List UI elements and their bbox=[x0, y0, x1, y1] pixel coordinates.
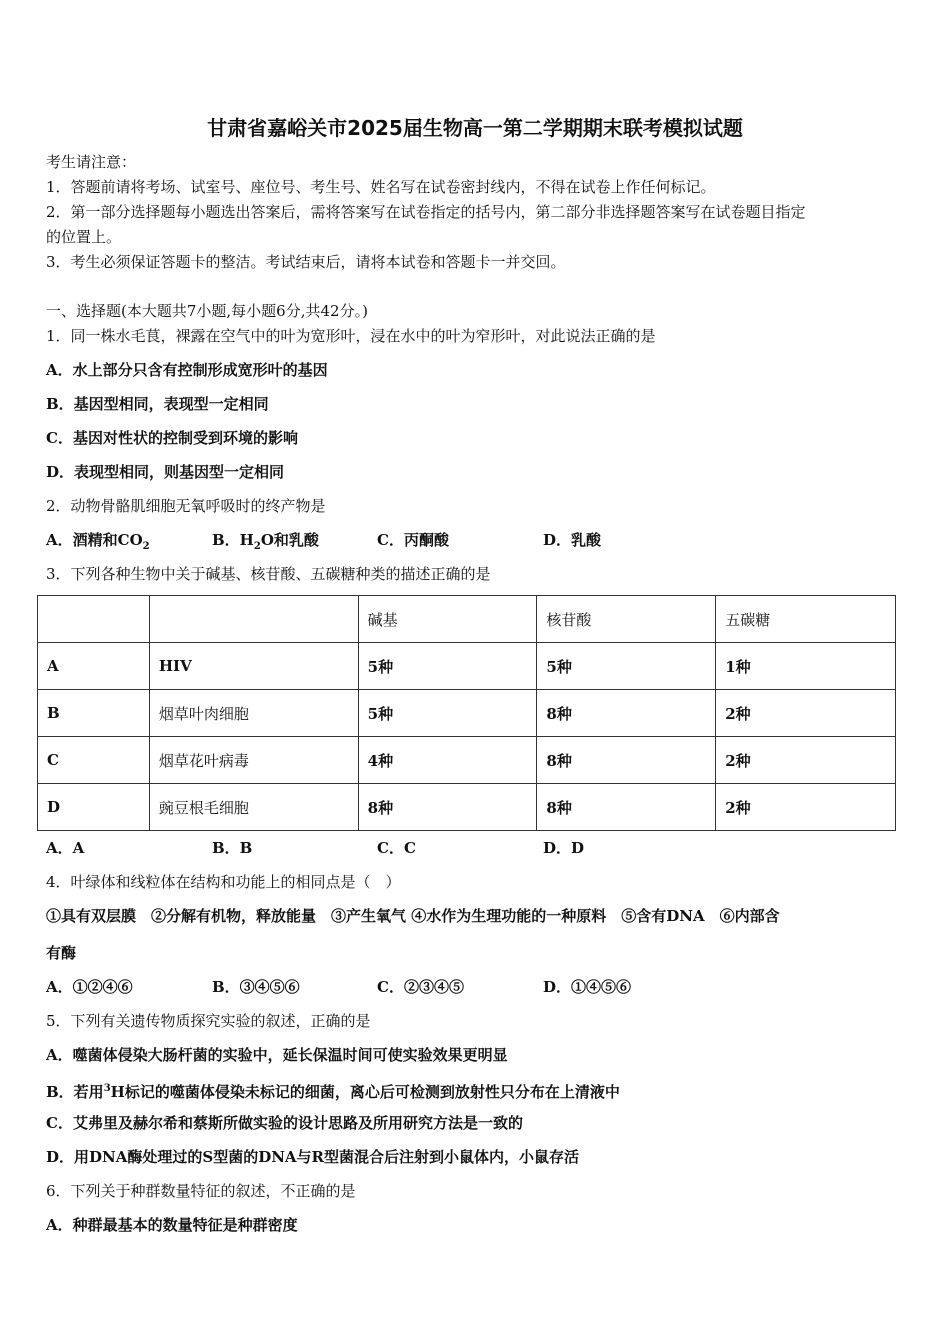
table-cell: 2种 bbox=[716, 784, 896, 831]
q3-option-a: A．A bbox=[46, 839, 85, 857]
q1-option-b: B．基因型相同，表现型一定相同 bbox=[46, 395, 269, 413]
table-cell: D bbox=[38, 784, 150, 831]
table-cell: 2种 bbox=[716, 690, 896, 737]
table-header-cell bbox=[149, 596, 358, 643]
q4-option-a: A．①②④⑥ bbox=[46, 978, 133, 996]
q3-stem: 3．下列各种生物中关于碱基、核苷酸、五碳糖种类的描述正确的是 bbox=[46, 565, 491, 583]
q2-stem: 2．动物骨骼肌细胞无氧呼吸时的终产物是 bbox=[46, 497, 326, 515]
q6-stem: 6．下列关于种群数量特征的叙述，不正确的是 bbox=[46, 1182, 356, 1200]
table-cell: A bbox=[38, 643, 150, 690]
table-header-row bbox=[38, 596, 896, 643]
notice-item-2: 2．第一部分选择题每小题选出答案后，需将答案写在试卷指定的括号内，第二部分非选择题答案写在试卷题目指定 bbox=[46, 203, 806, 221]
table-header-cell: 五碳糖 bbox=[716, 596, 896, 643]
table-cell: 豌豆根毛细胞 bbox=[149, 784, 358, 831]
table-cell: HIV bbox=[149, 643, 358, 690]
q2-option-a: A．酒精和$CO_2$ bbox=[46, 531, 150, 552]
table-header-cell: 碱基 bbox=[358, 596, 537, 643]
table-header-cell: 核苷酸 bbox=[537, 596, 716, 643]
q2-option-d: D．乳酸 bbox=[543, 531, 602, 549]
q5-option-c: C．艾弗里及赫尔希和蔡斯所做实验的设计思路及所用研究方法是一致的 bbox=[46, 1114, 523, 1132]
table-row bbox=[38, 784, 896, 831]
page-title: 甘肃省嘉峪关市2025届生物高一第二学期期末联考模拟试题 bbox=[207, 116, 743, 140]
q2-option-c: C．丙酮酸 bbox=[377, 531, 449, 549]
table-header-cell bbox=[38, 596, 150, 643]
q3-option-c: C．C bbox=[377, 839, 416, 857]
table-cell: 2种 bbox=[716, 737, 896, 784]
q1-stem: 1．同一株水毛茛，裸露在空气中的叶为宽形叶，浸在水中的叶为窄形叶，对此说法正确的是 bbox=[46, 327, 656, 345]
q4-stem: 4．叶绿体和线粒体在结构和功能上的相同点是（ ） bbox=[46, 873, 401, 891]
q2-option-b: B．$H_2O$和乳酸 bbox=[212, 531, 319, 552]
table-cell: 5种 bbox=[537, 643, 716, 690]
table-cell: 烟草叶肉细胞 bbox=[149, 690, 358, 737]
table-cell: 8种 bbox=[537, 784, 716, 831]
table-cell: 5种 bbox=[358, 690, 537, 737]
table-cell: 4种 bbox=[358, 737, 537, 784]
q1-option-d: D．表现型相同，则基因型一定相同 bbox=[46, 463, 285, 481]
q6-option-a: A．种群最基本的数量特征是种群密度 bbox=[46, 1216, 298, 1234]
table-cell: 8种 bbox=[537, 690, 716, 737]
q5-option-d: D．用DNA酶处理过的S型菌的DNA与R型菌混合后注射到小鼠体内，小鼠存活 bbox=[46, 1148, 580, 1166]
table-row bbox=[38, 737, 896, 784]
table-cell: B bbox=[38, 690, 150, 737]
table-cell: 烟草花叶病毒 bbox=[149, 737, 358, 784]
q4-items-cont: 有酶 bbox=[46, 944, 77, 962]
q4-option-d: D．①④⑤⑥ bbox=[543, 978, 632, 996]
table-cell: C bbox=[38, 737, 150, 784]
section-heading: 一、选择题(本大题共7小题,每小题6分,共42分。) bbox=[46, 302, 368, 320]
table-row bbox=[38, 643, 896, 690]
notice-item-3: 3．考生必须保证答题卡的整洁。考试结束后，请将本试卷和答题卡一并交回。 bbox=[46, 253, 566, 271]
table-cell: 8种 bbox=[537, 737, 716, 784]
table-cell: 1种 bbox=[716, 643, 896, 690]
q3-table bbox=[37, 595, 896, 831]
q3-option-d: D．D bbox=[543, 839, 585, 857]
q5-stem: 5．下列有关遗传物质探究实验的叙述，正确的是 bbox=[46, 1012, 371, 1030]
q4-items: ①具有双层膜 ②分解有机物，释放能量 ③产生氧气 ④水作为生理功能的一种原料 ⑤含有DNA ⑥内部含 bbox=[46, 907, 780, 925]
q5-option-b: B．若用$^3$H标记的噬菌体侵染未标记的细菌，离心后可检测到放射性只分布在上清液中 bbox=[46, 1083, 620, 1101]
notice-item-2-cont: 的位置上。 bbox=[46, 228, 122, 246]
q4-option-b: B．③④⑤⑥ bbox=[212, 978, 300, 996]
notice-item-1: 1．答题前请将考场、试室号、座位号、考生号、姓名写在试卷密封线内，不得在试卷上作任何标记。 bbox=[46, 178, 716, 196]
q4-option-c: C．②③④⑤ bbox=[377, 978, 464, 996]
q1-option-a: A．水上部分只含有控制形成宽形叶的基因 bbox=[46, 361, 328, 379]
q5-option-a: A．噬菌体侵染大肠杆菌的实验中，延长保温时间可使实验效果更明显 bbox=[46, 1046, 508, 1064]
table-cell: 8种 bbox=[358, 784, 537, 831]
table-cell: 5种 bbox=[358, 643, 537, 690]
notice-heading: 考生请注意： bbox=[46, 153, 137, 171]
table-row bbox=[38, 690, 896, 737]
q1-option-c: C．基因对性状的控制受到环境的影响 bbox=[46, 429, 298, 447]
q3-option-b: B．B bbox=[212, 839, 253, 857]
